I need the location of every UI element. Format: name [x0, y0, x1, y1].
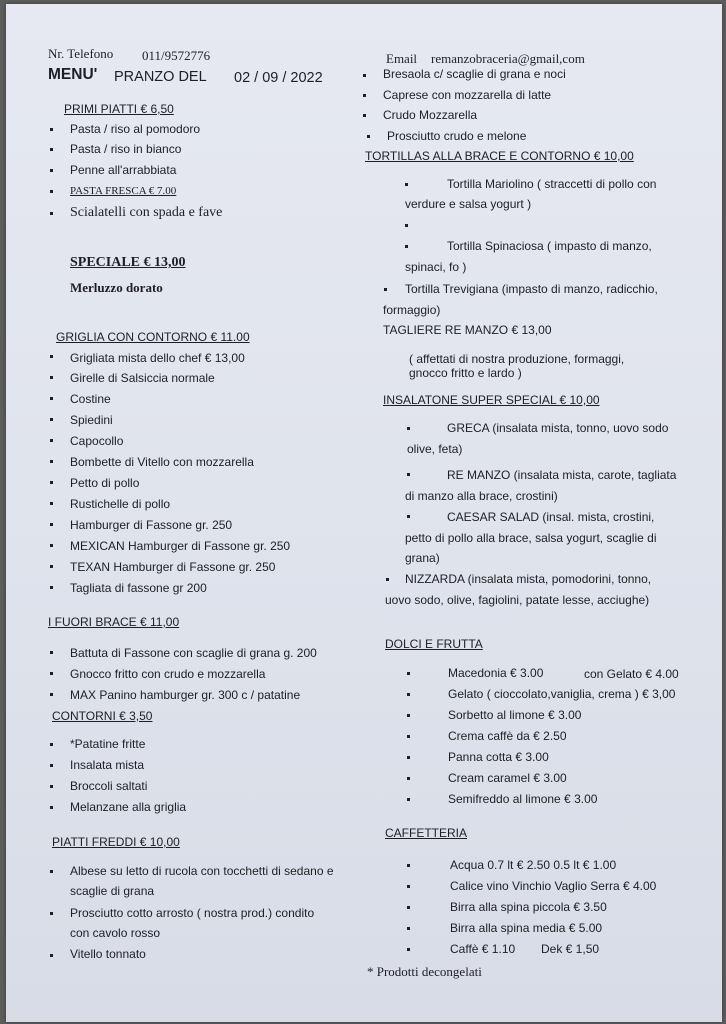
bullet: [405, 183, 408, 186]
contorni-heading: CONTORNI € 3,50: [52, 709, 153, 723]
dolci-item-crema-caffe: Crema caffè da € 2.50: [448, 729, 567, 743]
bullet: [50, 148, 53, 151]
macedonia-con-gelato: con Gelato € 4.00: [584, 667, 679, 681]
bullet: [405, 224, 408, 227]
caffetteria-heading: CAFFETTERIA: [385, 826, 468, 840]
caesar-line-3: grana): [405, 551, 440, 565]
speciale-item: Merluzzo dorato: [70, 280, 163, 295]
bullet: [407, 427, 410, 430]
pasta-fresca: PASTA FRESCA € 7.00: [70, 185, 177, 197]
dolci-item-semifreddo: Semifreddo al limone € 3.00: [448, 792, 598, 806]
primi-item-1: Pasta / riso al pomodoro: [70, 122, 201, 136]
bullet: [407, 714, 410, 717]
griglia-item-3: Costine: [70, 392, 111, 406]
caffetteria-dek: Dek € 1,50: [541, 942, 600, 956]
bullet: [50, 651, 53, 654]
griglia-item-10: MEXICAN Hamburger di Fassone gr. 250: [70, 539, 291, 553]
bullet: [407, 756, 410, 759]
bullet: [50, 190, 53, 193]
bullet: [50, 502, 53, 505]
contorni-item-1: *Patatine fritte: [70, 737, 146, 751]
bullet: [407, 693, 410, 696]
dolci-item-gelato: Gelato ( cioccolato,vaniglia, crema ) € 3,00: [448, 687, 676, 701]
griglia-item-7: Petto di pollo: [70, 476, 140, 490]
caprese: Caprese con mozzarella di latte: [383, 88, 552, 102]
bullet: [50, 439, 53, 442]
caesar-line-2: petto di pollo alla brace, salsa yogurt, scaglie di: [405, 531, 657, 545]
bullet: [50, 764, 53, 767]
phone-label: Nr. Telefono: [48, 46, 114, 61]
caffetteria-birra-media: Birra alla spina media € 5.00: [450, 921, 603, 935]
bullet: [407, 948, 410, 951]
tagliere-desc-line-2: gnocco fritto e lardo ): [409, 366, 522, 380]
tortilla-3-line-2: formaggio): [383, 303, 441, 317]
bullet: [50, 523, 53, 526]
griglia-item-5: Capocollo: [70, 434, 124, 448]
griglia-item-12: Tagliata di fassone gr 200: [70, 581, 207, 595]
dolci-item-sorbetto: Sorbetto al limone € 3.00: [448, 708, 582, 722]
bullet: [50, 128, 53, 131]
nizzarda-line-2: uovo sodo, olive, fagiolini, patate lesse, acciughe): [385, 593, 650, 607]
dolci-heading: DOLCI E FRUTTA: [385, 637, 483, 651]
phone-number: 011/9572776: [142, 48, 211, 63]
caffetteria-caffe: Caffè € 1.10: [450, 942, 516, 956]
bullet: [50, 743, 53, 746]
bullet: [50, 912, 53, 915]
bullet: [50, 460, 53, 463]
bullet: [50, 870, 53, 873]
email-address: remanzobraceria@gmail,com: [431, 51, 585, 66]
footnote: * Prodotti decongelati: [367, 964, 482, 979]
bullet: [407, 473, 410, 476]
contorni-item-2: Insalata mista: [70, 758, 145, 772]
bullet: [50, 169, 53, 172]
menu-date: 02 / 09 / 2022: [234, 70, 323, 86]
dolci-item-panna-cotta: Panna cotta € 3.00: [448, 750, 549, 764]
griglia-item-2: Girelle di Salsiccia normale: [70, 371, 215, 385]
fuori-brace-item-3: MAX Panino hamburger gr. 300 c / patatine: [70, 688, 301, 702]
bullet: [407, 735, 410, 738]
menu-title: MENU': [48, 66, 98, 83]
bullet: [50, 806, 53, 809]
menu-subtitle: PRANZO DEL: [114, 69, 207, 85]
tortilla-2-line-2: spinaci, fo ): [405, 260, 467, 274]
remanzo-line-2: di manzo alla brace, crostini): [405, 489, 558, 503]
bullet: [50, 418, 53, 421]
griglia-item-9: Hamburger di Fassone gr. 250: [70, 518, 233, 532]
griglia-item-8: Rustichelle di pollo: [70, 497, 171, 511]
griglia-heading: GRIGLIA CON CONTORNO € 11.00: [56, 330, 250, 344]
bullet: [386, 578, 389, 581]
bullet: [407, 927, 410, 930]
piatti-freddi-item-2-line-2: con cavolo rosso: [70, 926, 161, 940]
macedonia: Macedonia € 3.00: [448, 666, 544, 680]
bullet: [407, 515, 410, 518]
scialatelli: Scialatelli con spada e fave: [70, 205, 223, 220]
contorni-item-4: Melanzane alla griglia: [70, 800, 187, 814]
bullet: [50, 954, 53, 957]
bullet: [363, 74, 366, 77]
menu-sheet: [6, 4, 722, 1022]
bullet: [50, 212, 53, 215]
griglia-item-6: Bombette di Vitello con mozzarella: [70, 455, 254, 469]
griglia-item-4: Spiedini: [70, 413, 113, 427]
piatti-freddi-item-1-line-2: scaglie di grana: [70, 884, 155, 898]
crudo-mozzarella: Crudo Mozzarella: [383, 108, 478, 122]
fuori-brace-item-1: Battuta di Fassone con scaglie di grana g. 200: [70, 646, 317, 660]
speciale-heading: SPECIALE € 13,00: [70, 255, 186, 270]
bullet: [50, 693, 53, 696]
bullet: [50, 376, 53, 379]
tagliere-heading: TAGLIERE RE MANZO € 13,00: [383, 323, 552, 337]
bullet: [407, 672, 410, 675]
bullet: [50, 355, 53, 358]
bullet: [50, 544, 53, 547]
tortillas-heading: TORTILLAS ALLA BRACE E CONTORNO € 10,00: [365, 149, 634, 163]
bullet: [407, 906, 410, 909]
bresaola: Bresaola c/ scaglie di grana e noci: [383, 67, 566, 81]
bullet: [367, 135, 370, 138]
bullet: [384, 288, 387, 291]
fuori-brace-heading: I FUORI BRACE € 11,00: [48, 615, 180, 629]
bullet: [50, 785, 53, 788]
contorni-item-3: Broccoli saltati: [70, 779, 148, 793]
bullet: [405, 245, 408, 248]
primi-heading: PRIMI PIATTI € 6,50: [64, 102, 174, 116]
caffetteria-acqua: Acqua 0.7 lt € 2.50 0.5 lt € 1.00: [450, 858, 617, 872]
email-label: Email: [386, 51, 418, 66]
bullet: [363, 94, 366, 97]
dolci-item-cream-caramel: Cream caramel € 3.00: [448, 771, 567, 785]
bullet: [407, 798, 410, 801]
tortilla-3-line-1: Tortilla Trevigiana (impasto di manzo, radicchio,: [405, 282, 658, 296]
caffetteria-birra-piccola: Birra alla spina piccola € 3.50: [450, 900, 607, 914]
bullet: [50, 481, 53, 484]
primi-item-3: Penne all'arrabbiata: [70, 163, 177, 177]
bullet: [50, 565, 53, 568]
primi-item-2: Pasta / riso in bianco: [70, 142, 182, 156]
piatti-freddi-item-1-line-1: Albese su letto di rucola con tocchetti di sedano e: [70, 864, 334, 878]
fuori-brace-item-2: Gnocco fritto con crudo e mozzarella: [70, 667, 266, 681]
insalatone-heading: INSALATONE SUPER SPECIAL € 10,00: [383, 393, 600, 407]
tortilla-1-line-1: Tortilla Mariolino ( straccetti di pollo con: [447, 177, 657, 191]
piatti-freddi-heading: PIATTI FREDDI € 10,00: [52, 835, 180, 849]
greca-line-2: olive, feta): [407, 442, 463, 456]
bullet: [50, 586, 53, 589]
bullet: [50, 672, 53, 675]
greca-line-1: GRECA (insalata mista, tonno, uovo sodo: [447, 421, 669, 435]
bullet: [407, 885, 410, 888]
tortilla-2-line-1: Tortilla Spinaciosa ( impasto di manzo,: [447, 239, 652, 253]
piatti-freddi-item-3: Vitello tonnato: [70, 947, 146, 961]
griglia-item-1: Grigliata mista dello chef € 13,00: [70, 351, 245, 365]
bullet: [407, 864, 410, 867]
remanzo-line-1: RE MANZO (insalata mista, carote, tagliata: [447, 468, 677, 482]
caffetteria-calice: Calice vino Vinchio Vaglio Serra € 4.00: [450, 879, 657, 893]
piatti-freddi-item-2-line-1: Prosciutto cotto arrosto ( nostra prod.) condito: [70, 906, 315, 920]
nizzarda-line-1: NIZZARDA (insalata mista, pomodorini, tonno,: [405, 572, 652, 586]
prosciutto-melone: Prosciutto crudo e melone: [387, 129, 527, 143]
griglia-item-11: TEXAN Hamburger di Fassone gr. 250: [70, 560, 276, 574]
tagliere-desc-line-1: ( affettati di nostra produzione, formaggi,: [409, 352, 625, 366]
bullet: [363, 114, 366, 117]
tortilla-1-line-2: verdure e salsa yogurt ): [405, 197, 532, 211]
bullet: [50, 397, 53, 400]
bullet: [407, 777, 410, 780]
caesar-line-1: CAESAR SALAD (insal. mista, crostini,: [447, 510, 655, 524]
